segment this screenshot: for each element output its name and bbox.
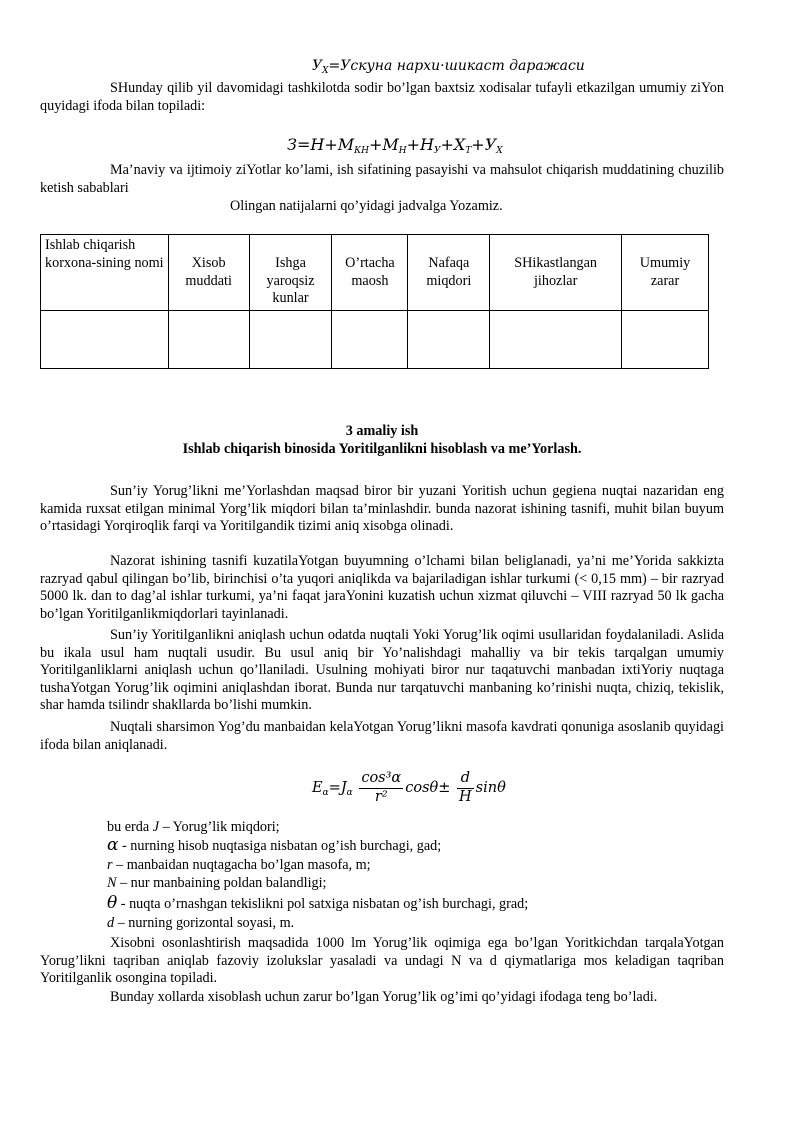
table-cell[interactable] bbox=[408, 310, 490, 368]
table-cell[interactable] bbox=[249, 310, 332, 368]
legend-item-alpha: α - nurning hisob nuqtasiga nisbatan og’ish burchagi, gad; bbox=[107, 835, 442, 855]
table-cell[interactable] bbox=[41, 310, 169, 368]
fraction-cos-over-r: $\frac{\text{cos³α}}{\text{r²}}$ bbox=[361, 770, 402, 805]
table-header-cell: Xisob muddati bbox=[168, 235, 249, 311]
formula-subscript: X bbox=[322, 66, 329, 76]
table-header-cell: Ishga yaroqsiz kunlar bbox=[249, 235, 332, 311]
paragraph-norm-purpose: Sun’iy Yorug’likni me’Yorlashdan maqsad biror bir yuzani Yoritish uchun gegiena nuqtai nazaridan eng kamida ruxsat etilgan minimal Yorg’lik miqdori bilan ta’minlashdir. bunda nazorat ishining tasnifi, muhit bilan buyum o’rtasidagi Yorqiroqlik farqi va Yoritilgandik tizimi aniq xisobga olinadi. bbox=[40, 483, 724, 535]
legend-item-n: N – nur manbaining poldan balandligi; bbox=[107, 875, 327, 891]
formula-symbol: У bbox=[312, 58, 323, 74]
paragraph-table-intro: Olingan natijalarni qo’yidagi jadvalga Yozamiz. bbox=[230, 198, 503, 214]
legend-item-d: d – nurning gorizontal soyasi, m. bbox=[107, 915, 295, 931]
table-header-cell: Ishlab chiqarish korxona-sining nomi bbox=[41, 235, 169, 311]
fraction-d-over-h: $\frac{d}{H}$ bbox=[459, 770, 472, 805]
table-cell[interactable] bbox=[332, 310, 408, 368]
paragraph-methods: Sun’iy Yoritilganlikni aniqlash uchun odatda nuqtali Yoki Yorug’lik oqimi usullaridan foydalaniladi. Aslida bu ikala usul ham nuqtali usudir. Bu usul aniq bir Yo’nalishdagi mahalliy va bir tekis tarqalgan umumiy Yoritilganliklarni aniqlash uchun qo’llaniladi. Usulning mohiyati biror nur taqatuvchi manbadan ixtiYoriy nuqtaga tushaYotgan Yorug’lik oqimini aniqlashdan iborat. Bunda nur tarqatuvchi manbaning ko’rinishi nuqta, chiziq, tekislik, shar hamda tsilindr shakllarda bo’lishi mumkin. bbox=[40, 627, 724, 714]
paragraph-control-classification: Nazorat ishining tasnifi kuzatilaYotgan buyumning o’lchami bilan beliglanadi, ya’ni me’Yorida sakkizta razryad qabul qilingan bo’lib, birinchisi o’ta yuqori aniqlikda va bajariladigan ishlar turkumi (< 0,15 mm) – bir razryad 5000 lk. dan to dag’al ishlar turkumi, ya’ni faqat jaraYonini kuzatish uchun xizmat qiluvchi – VIII razryad 50 lk gacha bo’lgan Yoritilganlikmiqdorlari tayinlanadi. bbox=[40, 553, 724, 622]
formula-illuminance: $E_\alpha=J_\alpha$ $\frac{\text{cos³α}}{\text{r²}}$ cosθ± $\frac{d}{H}$ sinθ bbox=[312, 770, 506, 805]
legend-item-j: bu erda J – Yorug’lik miqdori; bbox=[107, 819, 280, 835]
table-cell[interactable] bbox=[168, 310, 249, 368]
table-cell[interactable] bbox=[622, 310, 709, 368]
legend-item-theta: θ - nuqta o’rnashgan tekislikni pol satxiga nisbatan og’ish burchagi, grad; bbox=[107, 893, 529, 913]
table-header-cell: Umumiy zarar bbox=[622, 235, 709, 311]
table-row bbox=[41, 310, 709, 368]
paragraph-total-loss-intro: SHunday qilib yil davomidagi tashkilotda sodir bo’lgan baxtsiz xodisalar tufayli etkazilgan umumiy ziYon quyidagi ifoda bilan topiladi: bbox=[40, 80, 724, 114]
legend-item-r: r – manbaidan nuqtagacha bo’lgan masofa, m; bbox=[107, 857, 371, 873]
formula-text: =Ускуна нархи·шикаст даражаси bbox=[328, 58, 585, 74]
table-header-cell: Nafaqa miqdori bbox=[408, 235, 490, 311]
paragraph-flux-formula-intro: Bunday xollarda xisoblash uchun zarur bo’lgan Yorug’lik og’imi qo’yidagi ifodaga teng bo’ladi. bbox=[110, 989, 658, 1005]
table-header-row bbox=[41, 235, 709, 311]
table-cell[interactable] bbox=[490, 310, 622, 368]
formula-total-loss: $З=Н+М_{КН}+М_Н+Н_У+Х_Т+У_Х$ bbox=[287, 135, 503, 156]
results-table bbox=[40, 234, 709, 369]
table-header-cell: SHikastlangan jihozlar bbox=[490, 235, 622, 311]
paragraph-point-source: Nuqtali sharsimon Yog’du manbaidan kelaYotgan Yorug’likni masofa kavdrati qonuniga asoslanib quyidagi ifoda bilan aniqlanadi. bbox=[40, 719, 724, 753]
table-header-cell: O’rtacha maosh bbox=[332, 235, 408, 311]
section-title: Ishlab chiqarish binosida Yoritilganlikni hisoblash va me’Yorlash. bbox=[182, 441, 582, 457]
paragraph-moral-losses: Ma’naviy va ijtimoiy ziYotlar ko’lami, ish sifatining pasayishi va mahsulot chiqarish muddatining chuzilib ketish sabablari bbox=[40, 162, 724, 196]
section-number: 3 amaliy ish bbox=[345, 423, 419, 439]
formula-equipment-loss bbox=[312, 58, 585, 81]
paragraph-isolux: Xisobni osonlashtirish maqsadida 1000 lm Yorug’lik oqimiga ega bo’lgan Yoritkichdan tarqalaYotgan Yorug’likni taqriban aniqlab fazoviy izolukslar yasaladi va undagi N va d qiymatlariga mos keladigan taqriban Yoritilganlik osongina topiladi. bbox=[40, 935, 724, 987]
